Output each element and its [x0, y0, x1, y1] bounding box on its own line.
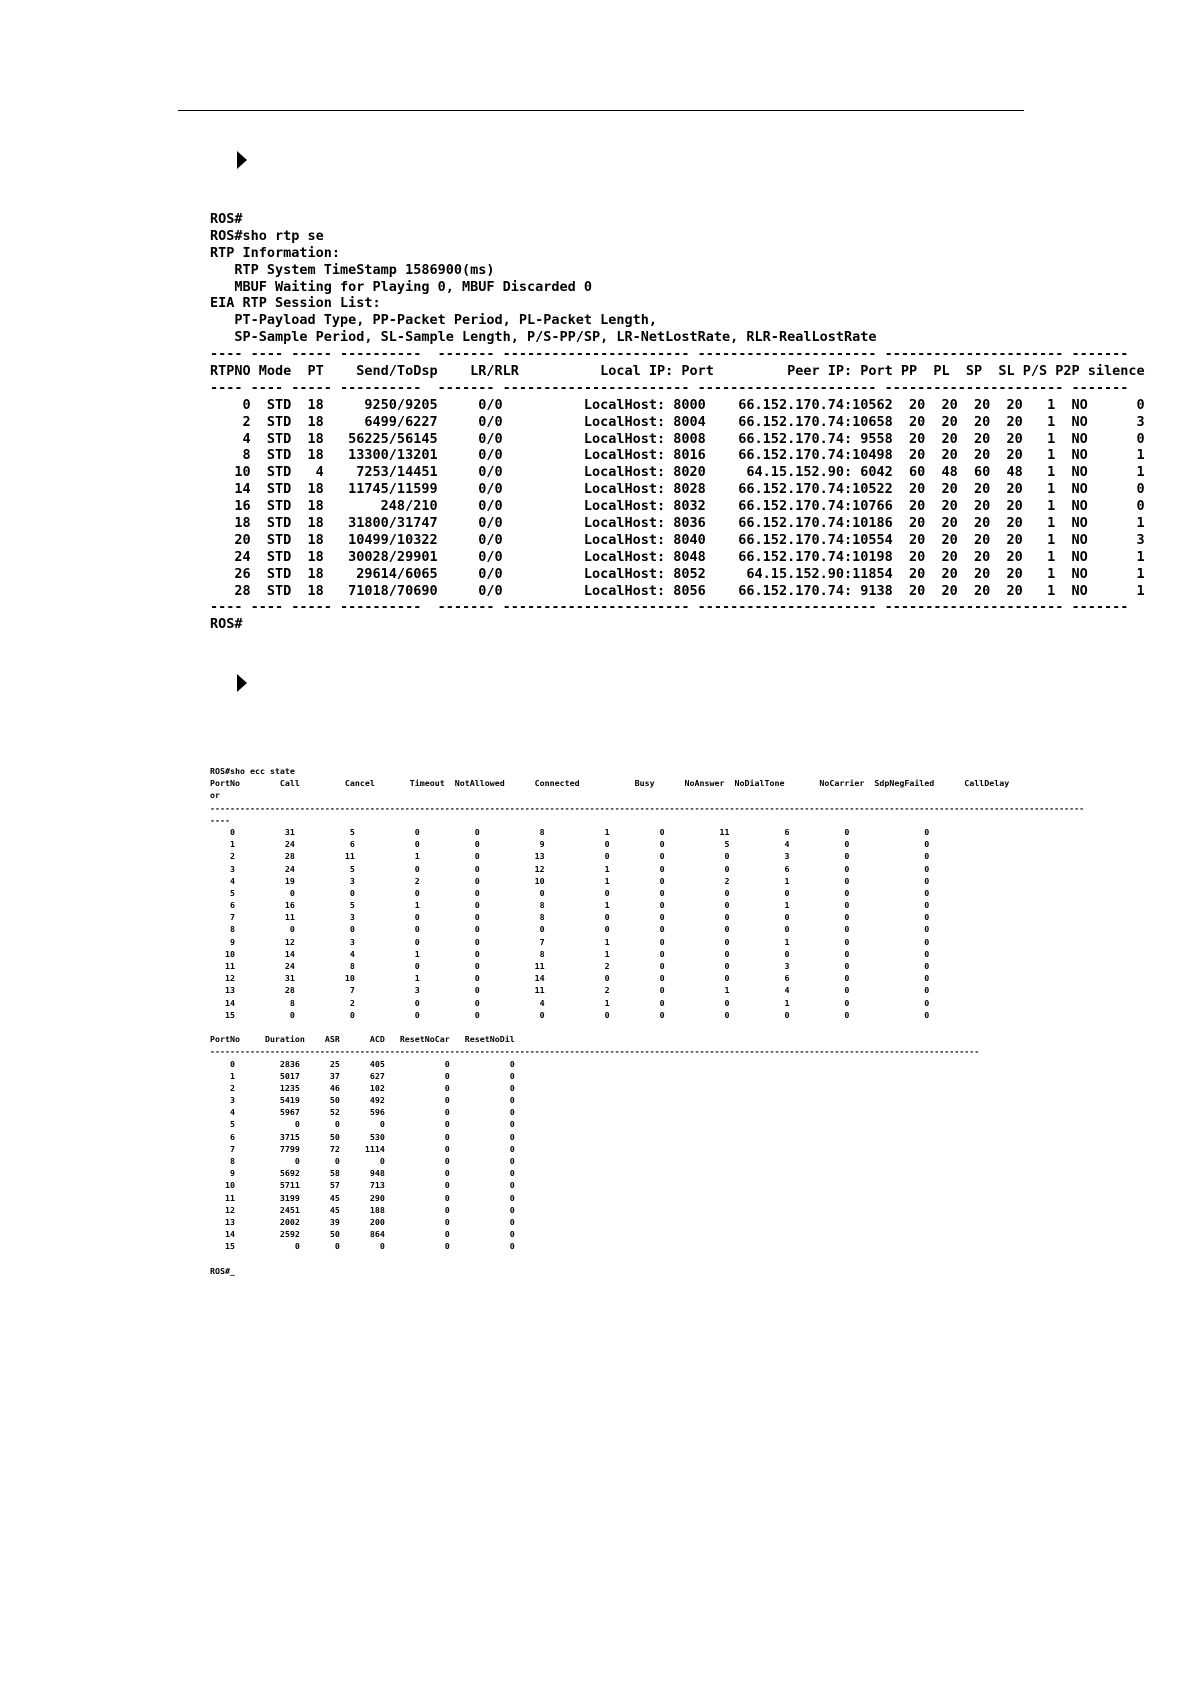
terminal-line: PortNo Call Cancel Timeout NotAllowed Connected Busy NoAnswer NoDialTone NoCarrier SdpNegFailed CallDelay — [210, 778, 1010, 789]
terminal-line: 9 5692 58 948 0 0 — [210, 1168, 515, 1179]
terminal-line: 28 STD 18 71018/70690 0/0 LocalHost: 8056 66.152.170.74: 9138 20 20 20 20 1 NO 1 — [210, 582, 1145, 599]
terminal-line: ROS# — [210, 211, 243, 227]
terminal-line: ---- ---- ----- ---------- ------- ----------------------- ---------------------- ---------------------- ------- — [210, 599, 1129, 616]
terminal-line: 18 STD 18 31800/31747 0/0 LocalHost: 8036 66.152.170.74:10186 20 20 20 20 1 NO 1 — [210, 515, 1145, 532]
header-rule — [178, 110, 1024, 111]
rtp-session-output — [210, 211, 1145, 633]
terminal-line: 8 0 0 0 0 0 — [210, 1156, 515, 1166]
terminal-line: PortNo Duration ASR ACD ResetNoCar ResetNoDil — [210, 1034, 515, 1045]
terminal-line — [210, 1253, 1084, 1265]
terminal-line: 4 STD 18 56225/56145 0/0 LocalHost: 8008 66.152.170.74: 9558 20 20 20 20 1 NO 0 — [210, 430, 1145, 447]
terminal-line: 13 28 7 3 0 11 2 0 1 4 0 0 — [210, 985, 930, 996]
terminal-line: ROS#_ — [210, 1265, 235, 1276]
terminal-line: 13 2002 39 200 0 0 — [210, 1216, 515, 1227]
terminal-line: 6 3715 50 530 0 0 — [210, 1131, 515, 1142]
terminal-line: ---- ---- ----- ---------- ------- ----------------------- ---------------------- ---------------------- ------- — [210, 379, 1129, 396]
terminal-line: ROS#sho ecc state — [210, 766, 295, 776]
terminal-line: 5 0 0 0 0 0 0 0 0 0 0 0 — [210, 887, 930, 898]
terminal-line: 8 0 0 0 0 0 0 0 0 0 0 0 — [210, 924, 930, 935]
terminal-line: 11 24 8 0 0 11 2 0 0 3 0 0 — [210, 961, 930, 971]
terminal-line: 12 31 10 1 0 14 0 0 0 6 0 0 — [210, 973, 930, 984]
terminal-line: 4 19 3 2 0 10 1 0 2 1 0 0 — [210, 875, 930, 886]
terminal-line: RTP Information: — [210, 244, 341, 261]
terminal-line: 11 3199 45 290 0 0 — [210, 1192, 515, 1203]
terminal-line: 1 5017 37 627 0 0 — [210, 1070, 515, 1081]
terminal-line: 2 28 11 1 0 13 0 0 0 3 0 0 — [210, 851, 930, 862]
terminal-line: SP-Sample Period, SL-Sample Length, P/S-PP/SP, LR-NetLostRate, RLR-RealLostRate — [210, 329, 877, 346]
terminal-line: ---- ---- ----- ---------- ------- ----------------------- ---------------------- ---------------------- ------- — [210, 346, 1129, 363]
bullet-arrow-icon — [237, 674, 247, 692]
terminal-line: 14 2592 50 864 0 0 — [210, 1229, 515, 1240]
terminal-line: 16 STD 18 248/210 0/0 LocalHost: 8032 66.152.170.74:10766 20 20 20 20 1 NO 0 — [210, 498, 1145, 515]
terminal-line — [210, 1021, 1084, 1033]
terminal-line: 26 STD 18 29614/6065 0/0 LocalHost: 8052 64.15.152.90:11854 20 20 20 20 1 NO 1 — [210, 565, 1145, 582]
terminal-line: 4 5967 52 596 0 0 — [210, 1107, 515, 1118]
ecc-state-output — [210, 765, 1084, 1277]
terminal-line: or — [210, 790, 220, 801]
terminal-line: 3 24 5 0 0 12 1 0 0 6 0 0 — [210, 863, 930, 874]
terminal-line: 20 STD 18 10499/10322 0/0 LocalHost: 8040 66.152.170.74:10554 20 20 20 20 1 NO 3 — [210, 531, 1145, 548]
terminal-line: RTP System TimeStamp 1586900(ms) — [210, 261, 495, 278]
terminal-line: 24 STD 18 30028/29901 0/0 LocalHost: 8048 66.152.170.74:10198 20 20 20 20 1 NO 1 — [210, 548, 1145, 565]
terminal-line: 10 STD 4 7253/14451 0/0 LocalHost: 8020 64.15.152.90: 6042 60 48 60 48 1 NO 1 — [210, 464, 1145, 481]
terminal-line: 15 0 0 0 0 0 — [210, 1241, 515, 1252]
terminal-line: 10 5711 57 713 0 0 — [210, 1180, 515, 1191]
bullet-arrow-icon — [237, 151, 247, 169]
terminal-line: PT-Payload Type, PP-Packet Period, PL-Packet Length, — [210, 312, 658, 329]
terminal-line: RTPNO Mode PT Send/ToDsp LR/RLR Local IP: Port Peer IP: Port PP PL SP SL P/S P2P silence — [210, 363, 1145, 380]
terminal-line: 8 STD 18 13300/13201 0/0 LocalHost: 8016 66.152.170.74:10498 20 20 20 20 1 NO 1 — [210, 447, 1145, 464]
terminal-line: 5 0 0 0 0 0 — [210, 1119, 515, 1130]
terminal-line: ROS#sho rtp se — [210, 227, 324, 244]
terminal-line: ROS# — [210, 616, 243, 633]
terminal-line: MBUF Waiting for Playing 0, MBUF Discarded 0 — [210, 278, 593, 295]
terminal-line: ---------------------------------------------------------------------------------------------------------------------------------------------------------- — [210, 1046, 980, 1057]
terminal-line: 7 7799 72 1114 0 0 — [210, 1143, 515, 1154]
terminal-line: 0 STD 18 9250/9205 0/0 LocalHost: 8000 66.152.170.74:10562 20 20 20 20 1 NO 0 — [210, 396, 1145, 413]
terminal-line: 0 2836 25 405 0 0 — [210, 1058, 515, 1069]
terminal-line: 1 24 6 0 0 9 0 0 5 4 0 0 — [210, 839, 930, 850]
terminal-line: 15 0 0 0 0 0 0 0 0 0 0 0 — [210, 1009, 930, 1020]
terminal-line: 3 5419 50 492 0 0 — [210, 1095, 515, 1106]
terminal-line: ---- — [210, 814, 230, 825]
terminal-line: 10 14 4 1 0 8 1 0 0 0 0 0 — [210, 948, 930, 959]
terminal-line: 9 12 3 0 0 7 1 0 0 1 0 0 — [210, 936, 930, 947]
terminal-line: 14 8 2 0 0 4 1 0 0 1 0 0 — [210, 997, 930, 1008]
terminal-line: 0 31 5 0 0 8 1 0 11 6 0 0 — [210, 826, 930, 837]
terminal-line: EIA RTP Session List: — [210, 295, 381, 312]
terminal-line: 2 1235 46 102 0 0 — [210, 1082, 515, 1093]
terminal-line: ------------------------------------------------------------------------------------------------------------------------------------------------------------------------------- — [210, 802, 1085, 813]
terminal-line: 2 STD 18 6499/6227 0/0 LocalHost: 8004 66.152.170.74:10658 20 20 20 20 1 NO 3 — [210, 413, 1145, 430]
terminal-line: 12 2451 45 188 0 0 — [210, 1204, 515, 1215]
terminal-line: 7 11 3 0 0 8 0 0 0 0 0 0 — [210, 912, 930, 923]
terminal-line: 6 16 5 1 0 8 1 0 0 1 0 0 — [210, 900, 930, 911]
terminal-line: 14 STD 18 11745/11599 0/0 LocalHost: 8028 66.152.170.74:10522 20 20 20 20 1 NO 0 — [210, 481, 1145, 498]
